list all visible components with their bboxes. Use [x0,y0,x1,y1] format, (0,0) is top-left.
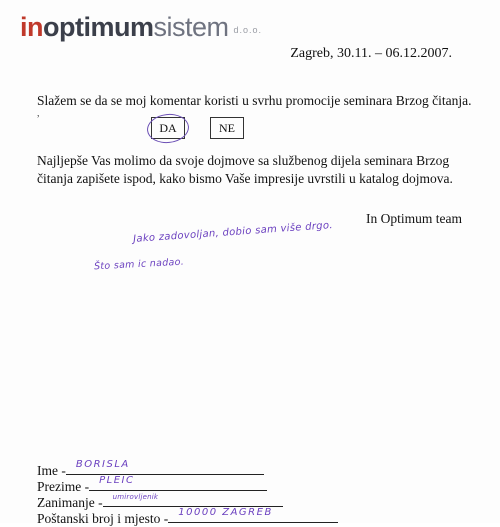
postanski-line[interactable] [168,508,338,523]
ime-label: Ime - [37,463,66,478]
zanimanje-label: Zanimanje - [37,495,103,510]
consent-no-box[interactable] [210,117,244,139]
consent-yes-label: DA [159,120,177,135]
consent-no-label: NE [219,120,235,135]
logo-part-optimum: optimum [43,12,154,42]
ime-line[interactable] [66,460,264,475]
handwritten-comment-line-1: Jako zadovoljan, dobio sam više drgo. [132,220,334,245]
personal-info-fields [37,460,338,524]
logo-part-in: in [20,12,43,42]
field-postanski [37,508,338,524]
handwritten-comment-line-2: Što sam ic nadao. [93,256,185,273]
stray-mark: , [37,108,40,119]
date-line: Zagreb, 30.11. – 06.12.2007. [290,46,452,61]
consent-yes-box[interactable] [151,117,185,139]
postanski-value: 10000 ZAGREB [178,507,273,518]
zanimanje-value: umirovljenik [112,493,159,501]
logo-part-sistem: sistem [153,12,229,42]
prezime-label: Prezime - [37,479,90,494]
consent-statement: Slažem se da se moj komentar koristi u svrhu promocije seminara Brzog čitanja. [37,93,472,108]
feedback-request-text: Najljepše Vas molimo da svoje dojmove sa službenog dijela seminara Brzog čitanja zapišete ispod, kako bismo Vaše impresije uvrstili u katalog dojmova. [37,153,453,186]
logo-suffix: d.o.o. [233,25,263,35]
field-prezime [37,476,338,492]
ime-value: BORISLA [75,459,130,470]
prezime-value: PLEIC [99,475,135,486]
field-ime [37,460,338,476]
company-logo [20,14,262,41]
postanski-label: Poštanski broj i mjesto - [37,511,169,526]
signoff-text: In Optimum team [366,211,462,226]
